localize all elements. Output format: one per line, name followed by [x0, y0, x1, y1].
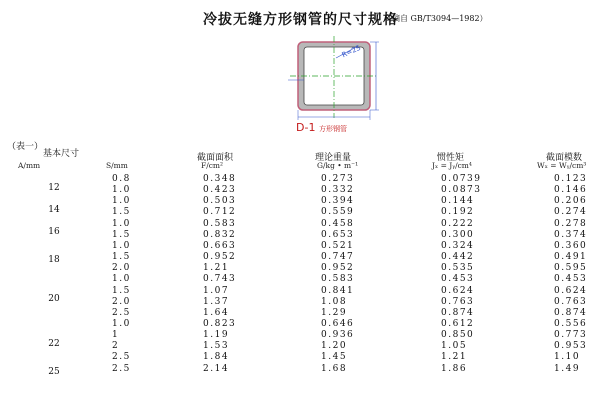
table-cell-s: 1.5 — [112, 285, 131, 296]
table-cell-g: 0.458 — [321, 218, 355, 229]
table-cell-f: 0.583 — [203, 218, 237, 229]
table-cell-a: 20 — [48, 294, 60, 305]
table-cell-w: 0.206 — [554, 196, 588, 207]
table-cell-j: 0.222 — [441, 218, 475, 229]
table-cell-j: 0.535 — [441, 263, 475, 274]
table-cell-w: 0.274 — [554, 207, 588, 218]
table-cell-s: 2.0 — [112, 263, 131, 274]
table-cell-g: 0.583 — [321, 274, 355, 285]
table-cell-g: 1.20 — [321, 341, 348, 352]
table-cell-j: 0.453 — [441, 274, 475, 285]
header-modulus: 截面模数 — [546, 153, 583, 163]
table-cell-f: 0.663 — [203, 240, 237, 251]
table-cell-f: 1.64 — [203, 307, 230, 318]
table-cell-f: 1.19 — [203, 330, 230, 341]
table-cell-f: 0.743 — [203, 274, 237, 285]
table-cell-j: 0.144 — [441, 196, 475, 207]
table-cell-j: 0.850 — [441, 330, 475, 341]
table-cell-a: 22 — [48, 338, 60, 349]
table-cell-w: 0.874 — [554, 307, 588, 318]
table-cell-s: 1.5 — [112, 207, 131, 218]
page-title: 冷拔无缝方形钢管的尺寸规格 — [203, 12, 398, 28]
table-cell-g: 1.45 — [321, 352, 348, 363]
table-cell-w: 0.953 — [554, 341, 588, 352]
table-cell-w: 0.374 — [554, 229, 588, 240]
table-cell-f: 0.712 — [203, 207, 237, 218]
table-cell-s: 1.0 — [112, 196, 131, 207]
header-inertia: 惯性矩 — [437, 153, 465, 163]
table-cell-w: 1.49 — [554, 363, 581, 374]
table-cell-j: 0.0739 — [441, 174, 482, 184]
table-cell-g: 0.332 — [321, 185, 355, 196]
header-a-unit: A/mm — [18, 161, 41, 170]
table-cell-s: 1.0 — [112, 240, 131, 251]
table-cell-j: 0.442 — [441, 252, 475, 263]
table-cell-j: 0.300 — [441, 229, 475, 240]
table-cell-j: 0.763 — [441, 296, 475, 307]
radius-label: R=2S — [340, 43, 362, 60]
table-cell-w: 0.123 — [554, 174, 588, 184]
table-cell-f: 0.823 — [203, 318, 237, 329]
table-cell-g: 0.646 — [321, 318, 355, 329]
table-cell-g: 0.653 — [321, 229, 355, 240]
table-cell-j: 0.192 — [441, 207, 475, 218]
header-inertia-unit: Jₓ = Jᵧ/cm⁴ — [432, 161, 472, 170]
table-cell-g: 0.394 — [321, 196, 355, 207]
table-cell-g: 0.841 — [321, 285, 355, 296]
table-cell-s: 1 — [112, 330, 120, 341]
table-cell-w: 0.624 — [554, 285, 588, 296]
table-cell-f: 0.952 — [203, 252, 237, 263]
standard-source: （摘自 GB/T3094—1982） — [384, 14, 488, 23]
table-cell-g: 0.273 — [321, 174, 355, 184]
table-cell-w: 0.491 — [554, 252, 588, 263]
table-cell-g: 0.952 — [321, 263, 355, 274]
table-cell-g: 0.747 — [321, 252, 355, 263]
table-cell-g: 0.521 — [321, 240, 355, 251]
table-cell-f: 1.84 — [203, 352, 230, 363]
table-cell-a: 25 — [48, 366, 60, 377]
table-cell-g: 1.29 — [321, 307, 348, 318]
table-cell-f: 1.53 — [203, 341, 230, 352]
table-cell-j: 0.324 — [441, 240, 475, 251]
table-cell-g: 1.68 — [321, 363, 348, 374]
table-cell-f: 1.07 — [203, 285, 230, 296]
table-cell-j: 1.05 — [441, 341, 468, 352]
table-cell-f: 0.832 — [203, 229, 237, 240]
table-cell-s: 1.0 — [112, 274, 131, 285]
table-cell-s: 1.0 — [112, 218, 131, 229]
table-cell-s: 1.0 — [112, 318, 131, 329]
square-tube-diagram — [284, 32, 384, 132]
header-modulus-unit: Wₓ = Wᵧ/cm³ — [537, 161, 587, 170]
table-cell-j: 0.874 — [441, 307, 475, 318]
table-cell-a: 16 — [48, 227, 60, 238]
table-cell-s: 1.5 — [112, 229, 131, 240]
table-cell-s: 2.5 — [112, 307, 131, 318]
table-cell-w: 1.10 — [554, 352, 581, 363]
table-cell-g: 0.936 — [321, 330, 355, 341]
table-cell-j: 1.21 — [441, 352, 468, 363]
table-cell-a: 14 — [48, 204, 60, 215]
table-cell-w: 0.556 — [554, 318, 588, 329]
table-cell-f: 2.14 — [203, 363, 230, 374]
header-s-unit: S/mm — [106, 161, 128, 170]
table-cell-j: 0.0873 — [441, 185, 482, 196]
table-cell-f: 0.423 — [203, 185, 237, 196]
table-cell-f: 0.503 — [203, 196, 237, 207]
header-weight-unit: G/kg • m⁻¹ — [317, 161, 359, 170]
figure-number: D-1 — [296, 121, 316, 134]
table-cell-s: 1.0 — [112, 185, 131, 196]
table-cell-s: 2.5 — [112, 352, 131, 363]
header-area: 截面面积 — [197, 153, 234, 163]
header-basic-size: 基本尺寸 — [43, 149, 80, 159]
table-cell-s: 2 — [112, 341, 120, 352]
table-cell-f: 0.348 — [203, 174, 237, 184]
figure-caption-suffix: 方形钢管 — [318, 125, 347, 133]
table-cell-s: 2.5 — [112, 363, 131, 374]
figure-caption — [296, 121, 347, 134]
table-cell-f: 1.21 — [203, 263, 230, 274]
title-row — [0, 9, 600, 29]
table-cell-g: 0.559 — [321, 207, 355, 218]
header-weight: 理论重量 — [315, 153, 352, 163]
table-cell-w: 0.360 — [554, 240, 588, 251]
header-area-unit: F/cm² — [201, 161, 224, 170]
table-cell-g: 1.08 — [321, 296, 348, 307]
table-cell-w: 0.278 — [554, 218, 588, 229]
table-cell-s: 0.8 — [112, 174, 131, 184]
table-cell-j: 0.612 — [441, 318, 475, 329]
table-cell-s: 1.5 — [112, 252, 131, 263]
table-cell-a: 18 — [48, 255, 60, 266]
table-cell-w: 0.595 — [554, 263, 588, 274]
table-number: （表一） — [7, 142, 44, 152]
table-cell-w: 0.773 — [554, 330, 588, 341]
table-cell-w: 0.763 — [554, 296, 588, 307]
table-cell-j: 0.624 — [441, 285, 475, 296]
table-cell-w: 0.453 — [554, 274, 588, 285]
table-cell-a: 12 — [48, 182, 60, 193]
table-cell-j: 1.86 — [441, 363, 468, 374]
table-cell-f: 1.37 — [203, 296, 230, 307]
table-cell-s: 2.0 — [112, 296, 131, 307]
table-cell-w: 0.146 — [554, 185, 588, 196]
